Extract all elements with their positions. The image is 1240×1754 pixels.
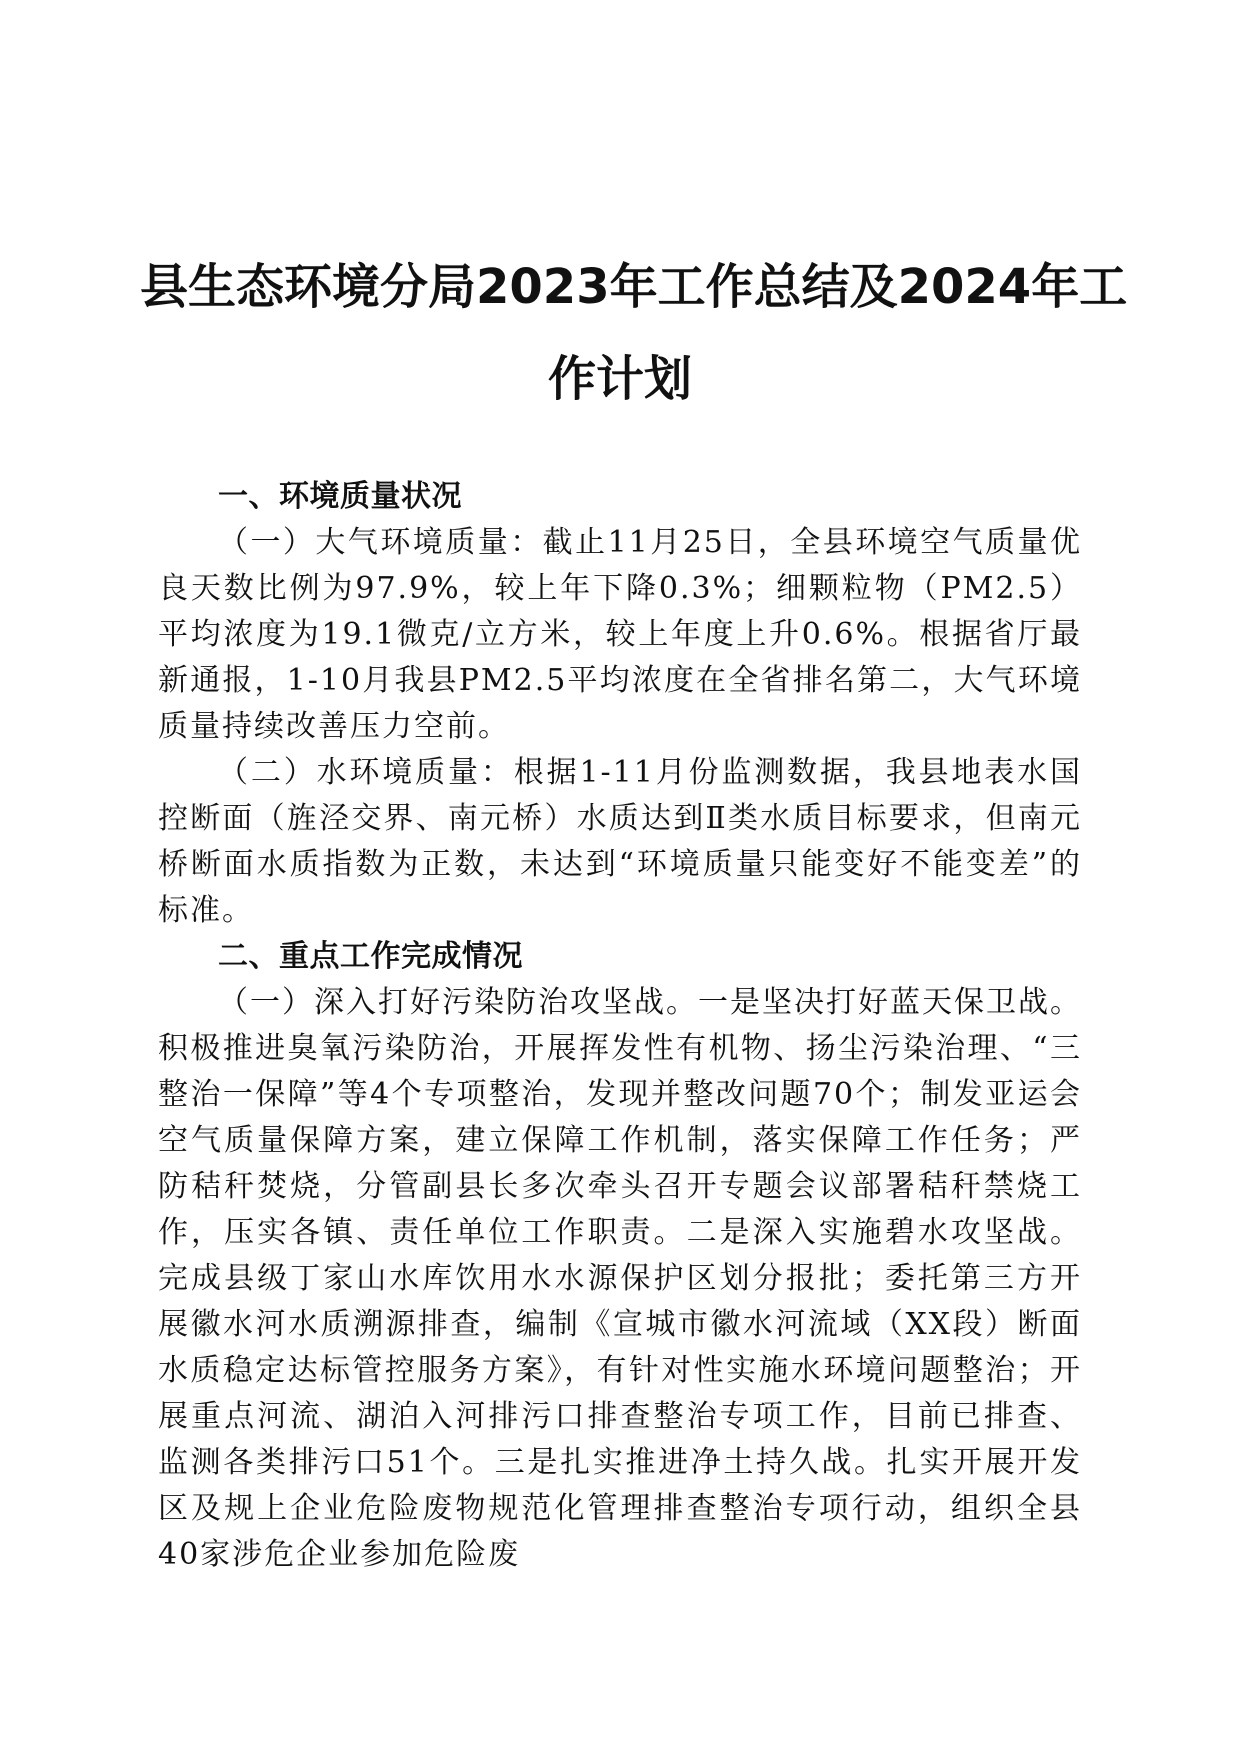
document-body <box>158 474 1082 1578</box>
paragraph: （一）大气环境质量：截止11月25日，全县环境空气质量优良天数比例为97.9%，较上年下降0.3%；细颗粒物（PM2.5）平均浓度为19.1微克/立方米，较上年度上升0.6%。根据省厅最新通报，1-10月我县PM2.5平均浓度在全省排名第二，大气环境质量持续改善压力空前。 <box>158 525 1082 744</box>
section-heading: 二、重点工作完成情况 <box>218 939 523 974</box>
section-heading: 一、环境质量状况 <box>218 479 462 514</box>
document-title-line-1: 县生态环境分局2023年工作总结及2024年工 <box>140 259 1128 315</box>
paragraph: （二）水环境质量：根据1-11月份监测数据，我县地表水国控断面（旌泾交界、南元桥）水质达到Ⅱ类水质目标要求，但南元桥断面水质指数为正数，未达到“环境质量只能变好不能变差”的标准。 <box>158 755 1082 928</box>
paragraph: （一）深入打好污染防治攻坚战。一是坚决打好蓝天保卫战。积极推进臭氧污染防治，开展挥发性有机物、扬尘污染治理、“三整治一保障”等4个专项整治，发现并整改问题70个；制发亚运会空气质量保障方案，建立保障工作机制，落实保障工作任务；严防秸秆焚烧，分管副县长多次牵头召开专题会议部署秸秆禁烧工作，压实各镇、责任单位工作职责。二是深入实施碧水攻坚战。完成县级丁家山水库饮用水水源保护区划分报批；委托第三方开展徽水河水质溯源排查，编制《宣城市徽水河流域（XX段）断面水质稳定达标管控服务方案》，有针对性实施水环境问题整治；开展重点河流、湖泊入河排污口排查整治专项工作，目前已排查、监测各类排污口51个。三是扎实推进净土持久战。扎实开展开发区及规上企业危险废物规范化管理排查整治专项行动，组织全县40家涉危企业参加危险废 <box>158 985 1082 1572</box>
document-title-line-2: 作计划 <box>547 351 692 407</box>
